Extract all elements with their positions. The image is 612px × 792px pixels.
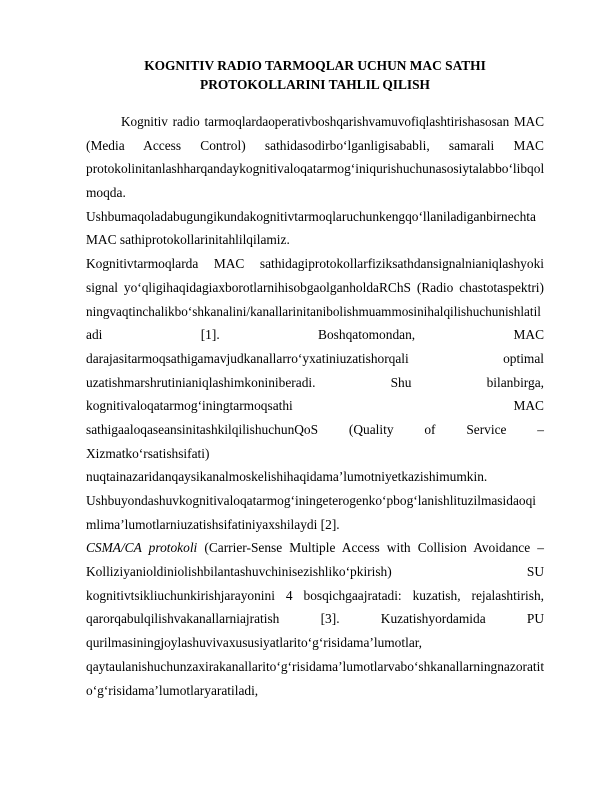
body-line: Kolliziyanioldiniolishbilantashuvchinisezishliko‘pkirish) SU bbox=[86, 564, 544, 580]
document-page bbox=[86, 56, 544, 702]
body-line: o‘g‘risidama’lumotlaryaratiladi, bbox=[86, 682, 259, 698]
body-line: MAC sathiprotokollarinitahlilqilamiz. bbox=[86, 232, 290, 248]
body-line: sathigaaloqaseansinitashkilqilishuchunQoS (Quality of Service – bbox=[86, 421, 544, 437]
body-line-csma bbox=[86, 536, 544, 560]
title-line-1: KOGNITIV RADIO TARMOQLAR UCHUN MAC SATHI bbox=[144, 58, 486, 73]
body-line: nuqtainazaridanqaysikanalmoskelishihaqidama’lumotniyetkazishimumkin. bbox=[86, 469, 488, 485]
body-line: Kognitivtarmoqlarda MAC sathidagiprotokollarfiziksathdansignalnianiqlashyoki bbox=[86, 256, 544, 272]
body-line: qurilmasiningjoylashuvivaxususiyatlarito‘g‘risidama’lumotlar, bbox=[86, 635, 423, 651]
body-line: Ushbumaqoladabugungikundakognitivtarmoqlaruchunkengqo‘llaniladiganbirnechta bbox=[86, 208, 536, 224]
body-line: darajasitarmoqsathigamavjudkanallarro‘yxatiniuzatishorqali optimal bbox=[86, 350, 544, 366]
body-line: ningvaqtinchalikbo‘shkanalini/kanallarinitanibolishmuammosinihalqilishuchunishlatil bbox=[86, 303, 541, 319]
csma-line-rest: (Carrier-Sense Multiple Access with Collision Avoidance – bbox=[204, 540, 544, 556]
body-line: kognitivtsikliuchunkirishjarayonini 4 bosqichgaajratadi: kuzatish, rejalashtirish, bbox=[86, 587, 544, 603]
body-line: Xizmatko‘rsatishsifati) bbox=[86, 445, 210, 461]
body-line: uzatishmarshrutinianiqlashimkoniniberadi. Shu bilanbirga, bbox=[86, 374, 544, 390]
body-line: protokolinitanlashharqandaykognitivaloqatarmog‘iniqurishuchunasosiytalabbo‘libqol bbox=[86, 161, 545, 177]
document-title bbox=[86, 56, 544, 94]
body-line: signal yo‘qligihaqidagiaxborotlarnihisobgaolganholdaRChS (Radio chastotaspektri) bbox=[86, 279, 544, 295]
body-line: qaytaulanishuchunzaxirakanallarito‘g‘risidama’lumotlarvabo‘shkanallarningnazoratit bbox=[86, 658, 545, 674]
title-line-2: PROTOKOLLARINI TAHLIL QILISH bbox=[200, 77, 430, 92]
body-line: mlima’lumotlarniuzatishsifatiniyaxshilaydi [2]. bbox=[86, 516, 340, 532]
body-line: adi [1]. Boshqatomondan, MAC bbox=[86, 327, 544, 343]
body-line: Ushbuyondashuvkognitivaloqatarmog‘iningeterogenko‘pbog‘lanishlituzilmasidaoqi bbox=[86, 493, 536, 508]
body-line: (Media Access Control) sathidasodirbo‘lganligisababli, samarali MAC bbox=[86, 137, 544, 153]
csma-protocol-label: CSMA/CA protokoli bbox=[86, 540, 198, 556]
body-line: kognitivaloqatarmog‘iningtarmoqsathi MAC bbox=[86, 398, 544, 414]
document-body bbox=[86, 110, 544, 702]
body-line: moqda. bbox=[86, 185, 126, 201]
body-line: Kognitiv radio tarmoqlardaoperativboshqarishvamuvofiqlashtirishasosan MAC bbox=[121, 114, 544, 129]
body-line: qarorqabulqilishvakanallarniajratish [3]. Kuzatishyordamida PU bbox=[86, 611, 544, 627]
